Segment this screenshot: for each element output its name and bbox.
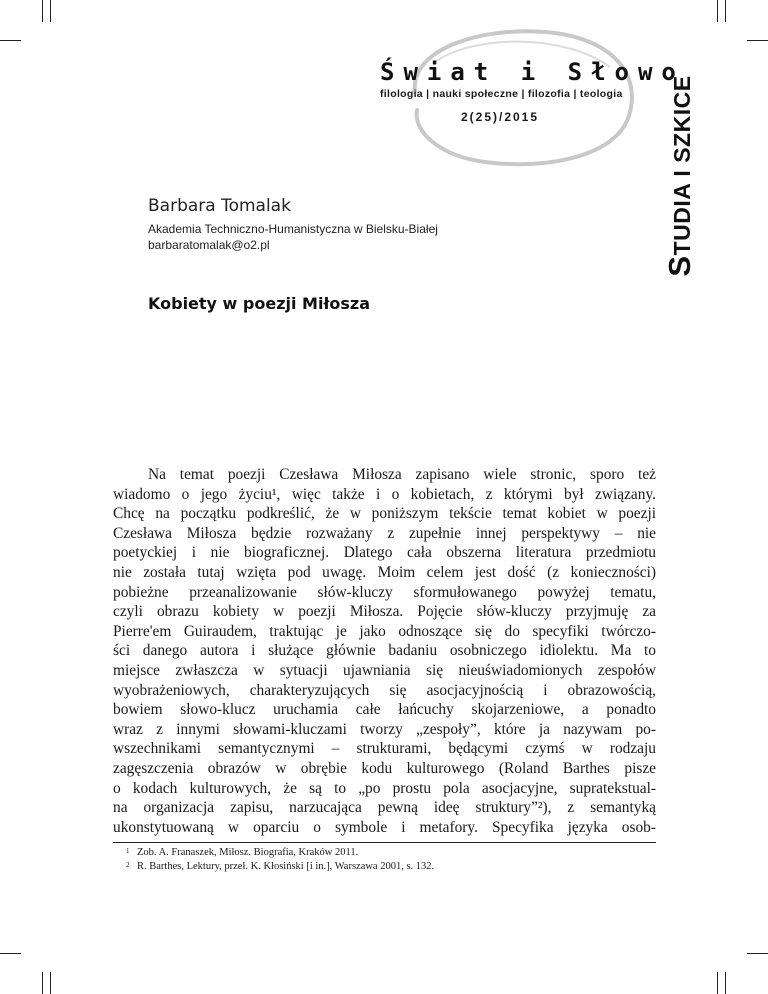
body-line: czyli obrazu kobiety w poezji Miłosza. Pojęcie słów-kluczy przyjmuję za	[113, 603, 656, 621]
footnote-text: Zob. A. Franaszek, Miłosz. Biografia, Kraków 2011.	[137, 847, 359, 858]
footnote	[113, 846, 656, 860]
footnote-text: R. Barthes, Lektury, przeł. K. Kłosiński [i in.], Warszawa 2001, s. 132.	[137, 861, 435, 872]
author-email[interactable]: barbaratomalak@o2.pl	[148, 238, 270, 252]
body-line: poetyckiej i nie biograficznej. Dlatego cała obszerna literatura przedmiotu	[113, 544, 656, 562]
crop-mark	[717, 972, 718, 994]
crop-mark	[42, 0, 43, 22]
body-line: ści danego autora i służące głównie badaniu osobniczego idiolektu. Ma to	[113, 642, 656, 660]
body-line: bowiem słowo-klucz uruchamia całe łańcuchy skojarzeniowe, a ponadto	[113, 701, 656, 719]
body-line: nie została tutaj wzięta pod uwagę. Moim celem jest dość (z konieczności)	[113, 563, 656, 581]
journal-title: Świat i Słowo	[380, 58, 685, 86]
footnote-number: 2	[126, 861, 130, 869]
body-line: Chcę na początku podkreślić, że w poniższym tekście temat kobiet w poezji	[113, 505, 656, 523]
article-body	[113, 465, 656, 837]
footnote-number: 1	[126, 847, 130, 855]
crop-mark	[725, 0, 726, 22]
body-line: miejsce zwłaszcza w sytuacji ujawniania się nieuświadomionych zespołów	[113, 661, 656, 679]
crop-mark	[717, 0, 718, 22]
author-affiliation: Akademia Techniczno-Humanistyczna w Bielsku-Białej	[148, 222, 438, 236]
body-line: wiadomo o jego życiu¹, więc także i o kobietach, z którymi był związany.	[113, 485, 656, 503]
crop-mark	[42, 972, 43, 994]
body-line: wszechnikami semantycznymi – strukturami, będącymi czymś w rodzaju	[113, 740, 656, 758]
journal-issue: 2(25)/2015	[460, 110, 540, 124]
journal-subtitle: filologia | nauki społeczne | filozofia | teologia	[380, 88, 623, 100]
body-line: Na temat poezji Czesława Miłosza zapisano wiele stronic, sporo też	[148, 466, 656, 483]
body-line: wyobrażeniowych, charakteryzujących się asocjacyjnością i obrazowością,	[113, 681, 656, 699]
body-line: ukonstytuowaną w oparciu o symbole i metafory. Specyfika języka osob-	[113, 818, 656, 836]
crop-mark	[0, 953, 21, 954]
body-line: o kodach kulturowych, że są to „po prostu pola asocjacyjne, supratekstual-	[113, 779, 656, 797]
body-line: pobieżne przeanalizowanie słów-kluczy sformułowanego powyżej tematu,	[113, 583, 656, 601]
body-line: zagęszczenia obrazów w obrębie kodu kulturowego (Roland Barthes pisze	[113, 759, 656, 777]
body-line: na organizacja zapisu, narzucająca pewną ideę struktury”²), z semantyką	[113, 799, 656, 817]
crop-mark	[50, 0, 51, 22]
author-name: Barbara Tomalak	[148, 196, 291, 216]
crop-mark	[747, 40, 768, 41]
crop-mark	[747, 953, 768, 954]
section-label-box	[657, 52, 703, 300]
footnotes	[113, 842, 656, 874]
article-title: Kobiety w poezji Miłosza	[148, 294, 371, 313]
journal-header	[380, 58, 685, 124]
crop-mark	[50, 972, 51, 994]
footnote	[113, 860, 656, 874]
crop-mark	[0, 40, 21, 41]
body-line: wraz z innymi słowami-kluczami tworzy „zespoły”, które ja nazywam po-	[113, 720, 656, 738]
section-label: STUDIA I SZKICE	[662, 75, 697, 277]
body-line: Pierre'em Guiraudem, traktując je jako odnoszące się do specyfiki twórczo-	[113, 622, 656, 640]
crop-mark	[725, 972, 726, 994]
body-line: Czesława Miłosza będzie rozważany z zupełnie innej perspektywy – nie	[113, 524, 656, 542]
